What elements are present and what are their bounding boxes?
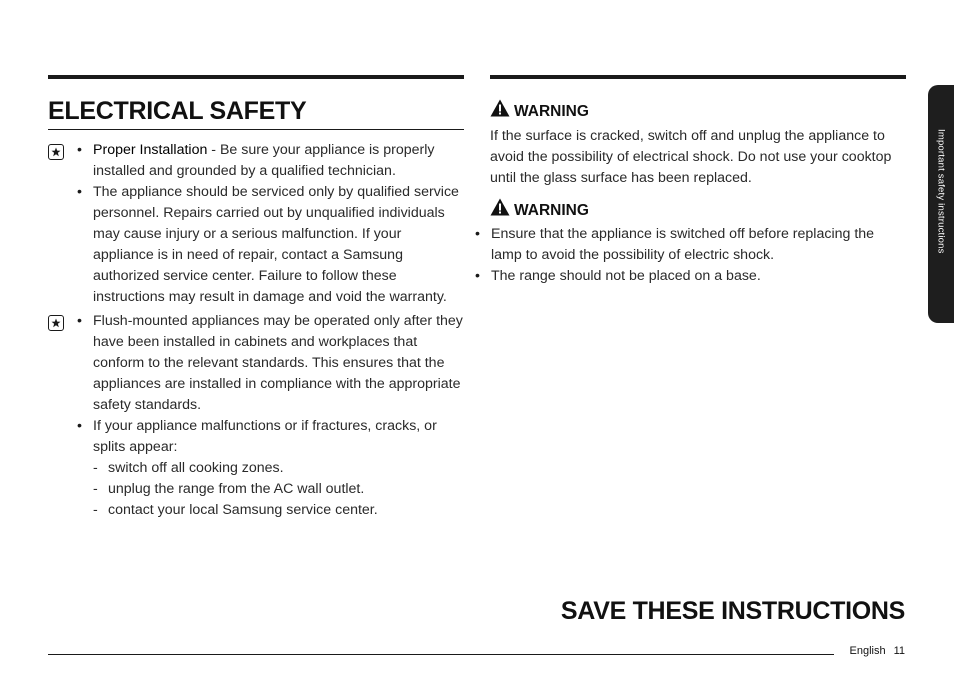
- item-text: The appliance should be serviced only by qualified service personnel. Repairs carried out by unqualified individuals may cause injury or a serious malfunction. If your appliance is in need of repair, contact a Samsung authorized service center. Failure to follow these instructions may result in damage and void the warranty.: [93, 184, 459, 305]
- item-text: - Be sure your appliance is properly installed and grounded by a qualified technician.: [93, 142, 435, 179]
- warning-label: WARNING: [514, 201, 589, 219]
- footer-language: English: [849, 645, 886, 657]
- list-item: • Ensure that the appliance is switched off before replacing the lamp to avoid the possibility of electric shock.: [490, 224, 908, 266]
- page-number: 11: [893, 645, 905, 657]
- electrical-safety-content: [48, 140, 464, 521]
- list-item: [92, 140, 464, 182]
- list-item: [92, 311, 464, 416]
- footer: [842, 645, 906, 657]
- warning-block-1: [490, 100, 908, 189]
- warnings-content: [490, 100, 908, 297]
- item-text: If your appliance malfunctions or if fractures, cracks, or splits appear:: [93, 418, 437, 455]
- star-icon: [48, 315, 64, 331]
- warning-triangle-icon: [490, 99, 510, 123]
- section-title: ELECTRICAL SAFETY: [48, 97, 307, 125]
- list-item: • The range should not be placed on a base.: [490, 266, 908, 287]
- sub-list-item: - contact your local Samsung service center.: [108, 500, 464, 521]
- sub-list-item: - unplug the range from the AC wall outlet.: [108, 479, 464, 500]
- warning-block-2: [490, 199, 908, 287]
- instruction-group-2: [48, 311, 464, 521]
- item-text: Flush-mounted appliances may be operated only after they have been installed in cabinets and workplaces that conform to the relevant standards. This ensures that the appliances are installed in compliance with the appropriate safety standards.: [93, 313, 463, 413]
- star-icon: [48, 144, 64, 160]
- side-tab-label: Important safety instructions: [935, 129, 947, 254]
- left-top-rule: [48, 75, 464, 79]
- warning-paragraph: If the surface is cracked, switch off and unplug the appliance to avoid the possibility of electrical shock. Do not use your cooktop until the glass surface has been replaced.: [490, 128, 892, 186]
- save-instructions-title: SAVE THESE INSTRUCTIONS: [560, 597, 905, 625]
- list-item: [92, 416, 464, 521]
- warning-heading: [490, 199, 908, 221]
- warning-triangle-icon: [490, 198, 510, 222]
- side-tab: [928, 85, 954, 323]
- instruction-group-1: [48, 140, 464, 308]
- footer-rule: [48, 654, 834, 655]
- term-label: Proper Installation: [93, 142, 208, 158]
- list-item: [92, 182, 464, 308]
- sub-list-item: - switch off all cooking zones.: [108, 458, 464, 479]
- warning-label: WARNING: [514, 102, 589, 120]
- right-top-rule: [490, 75, 906, 79]
- title-underline: [48, 129, 464, 130]
- warning-heading: [490, 100, 908, 122]
